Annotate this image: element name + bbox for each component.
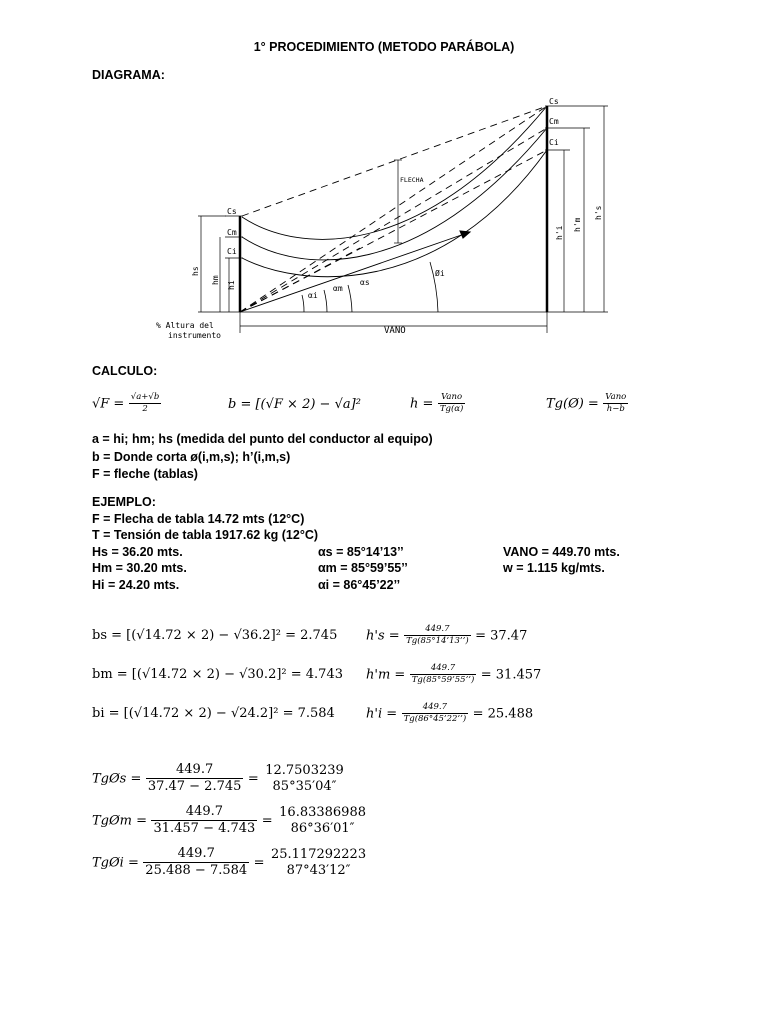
example-hs: Hs = 36.20 mts. (92, 545, 183, 559)
result-hs: h's = $\frac{449.7}{Tg(85^\circ 14’13’’)}$ = 37.47 (366, 624, 528, 646)
label-hs-left: hs (191, 266, 200, 276)
label-alpha-m: αm (333, 284, 343, 293)
label-hs-right: h's (594, 205, 603, 220)
example-w: w = 1.115 kg/mts. (503, 561, 605, 575)
example-hm: Hm = 30.20 mts. (92, 561, 187, 575)
diagram-heading: DIAGRAMA: (92, 68, 165, 82)
label-cm-left: Cm (227, 228, 237, 237)
result-tg-i: TgØi = $\frac{449.7}{25.488 - 7.584}$ = 25.117292223 87°43′12″ (92, 846, 367, 878)
example-alpha-i: αi = 86°45’22’’ (318, 578, 401, 592)
example-flecha: F = Flecha de tabla 14.72 mts (12°C) (92, 512, 305, 526)
label-ci-right: Ci (549, 138, 559, 147)
formula-f: √F = $\frac{√a+√b}{2}$ (92, 392, 160, 414)
label-hi-right: h'i (555, 225, 564, 240)
formula-h: h = $\frac{\text{Vano}}{Tg(\alpha)}$ (410, 392, 464, 414)
result-bi: bi = [(√14.72 × 2) − √24.2]² = 7.584 (92, 706, 335, 721)
result-tg-m: TgØm = $\frac{449.7}{31.457 - 4.743}$ = 16.83386988 86°36′01″ (92, 804, 366, 836)
label-instrument-2: instrumento (168, 331, 221, 340)
result-hm: h'm = $\frac{449.7}{Tg(85^\circ 59’55’’)}$ = 31.457 (366, 663, 542, 685)
formula-tg: Tg(Ø) = $\frac{\text{Vano}}{h-b}$ (546, 392, 627, 414)
conductor-ci (242, 150, 547, 277)
example-tension: T = Tensión de tabla 1917.62 kg (12°C) (92, 528, 319, 542)
example-vano: VANO = 449.70 mts. (503, 545, 620, 559)
label-vano: VANO (384, 326, 406, 336)
calc-heading: CALCULO: (92, 364, 158, 378)
page-title: 1° PROCEDIMIENTO (METODO PARÁBOLA) (253, 40, 515, 54)
chord-top (242, 106, 547, 216)
label-alpha-i: αi (308, 291, 318, 300)
label-ci-left: Ci (227, 247, 237, 256)
conductor-cm (242, 128, 547, 260)
sag-diagram (150, 92, 620, 347)
definition-f: F = fleche (tablas) (92, 467, 198, 481)
result-bs: bs = [(√14.72 × 2) − √36.2]² = 2.745 (92, 628, 338, 643)
label-cm-right: Cm (549, 117, 559, 126)
example-hi: Hi = 24.20 mts. (92, 578, 180, 592)
label-flecha: FLECHA (400, 176, 424, 184)
result-tg-s: TgØs = $\frac{449.7}{37.47 - 2.745}$ = 12.7503239 85°35′04″ (92, 762, 344, 794)
label-phi-i: Øi (435, 269, 445, 278)
definition-a: a = hi; hm; hs (medida del punto del conductor al equipo) (92, 432, 433, 446)
label-alpha-s: αs (360, 278, 370, 287)
label-cs-right: Cs (549, 97, 559, 106)
label-cs-left: Cs (227, 207, 237, 216)
example-alpha-s: αs = 85°14’13’’ (318, 545, 404, 559)
result-bm: bm = [(√14.72 × 2) − √30.2]² = 4.743 (92, 667, 343, 682)
result-hi: h'i = $\frac{449.7}{Tg(86^\circ 45’22’’)}$ = 25.488 (366, 702, 534, 724)
formula-b: b = [(√F × 2) − √a]² (228, 397, 361, 412)
label-hi-left: hi (227, 280, 236, 290)
example-heading: EJEMPLO: (92, 495, 156, 509)
definition-b: b = Donde corta ø(i,m,s); h’(i,m,s) (92, 450, 291, 464)
label-instrument-1: % Altura del (156, 321, 214, 330)
label-hm-left: hm (211, 275, 220, 285)
label-hm-right: h'm (573, 217, 582, 232)
example-alpha-m: αm = 85°59’55’’ (318, 561, 408, 575)
